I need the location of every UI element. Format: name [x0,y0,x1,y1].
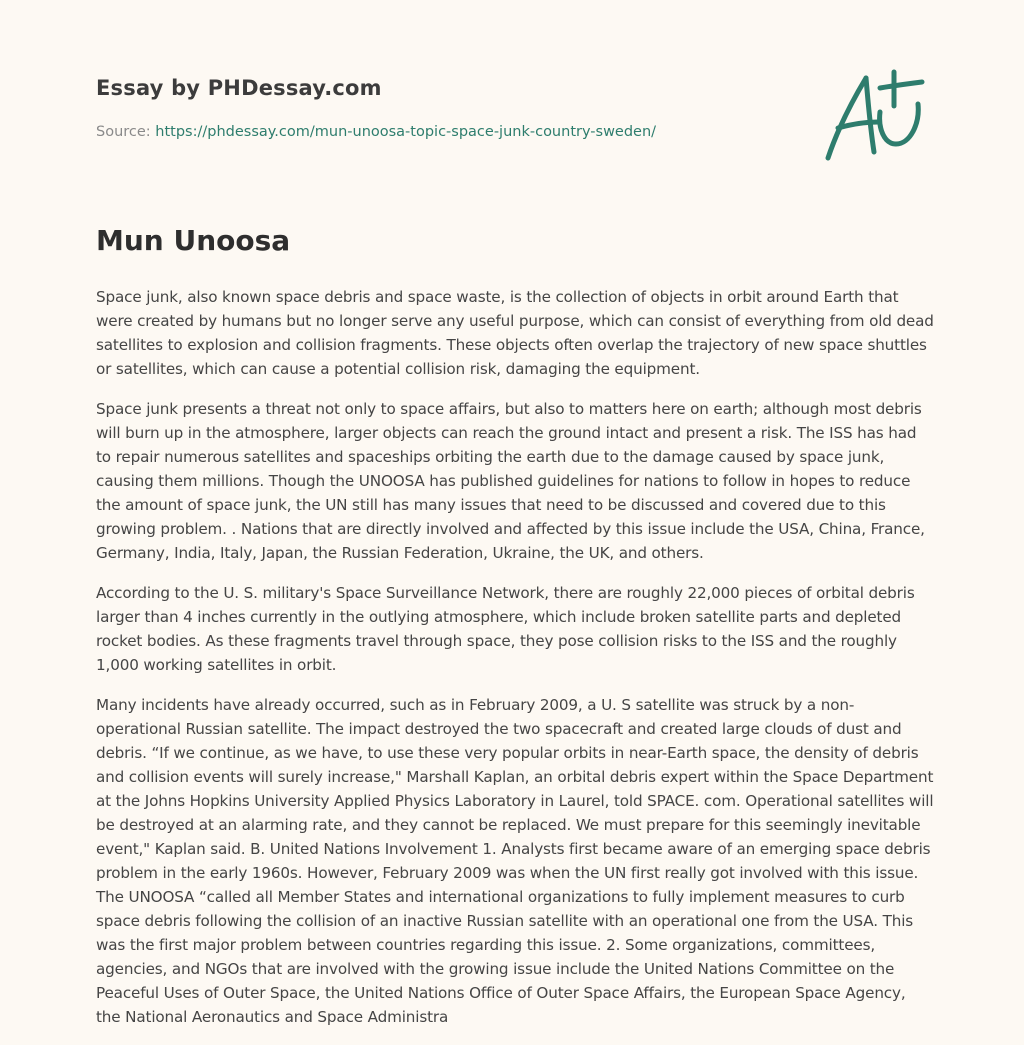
essay-paragraph: Space junk presents a threat not only to space affairs, but also to matters here on earth; although most debris will burn up in the atmosphere, larger objects can reach the ground intact and present a risk. The ISS has had to repair numerous satellites and spaceships orbiting the earth due to the damage caused by space junk, causing them millions. Though the UNOOSA has published guidelines for nations to follow in hopes to reduce the amount of space junk, the UN still has many issues that need to be discussed and covered due to this growing problem. . Nations that are directly involved and affected by this issue include the USA, China, France, Germany, India, Italy, Japan, the Russian Federation, Ukraine, the UK, and others. [96,400,925,562]
source-link[interactable]: https://phdessay.com/mun-unoosa-topic-space-junk-country-sweden/ [155,124,657,140]
essay-paragraph: Space junk, also known space debris and space waste, is the collection of objects in orbit around Earth that were created by humans but no longer serve any useful purpose, which can consist of everything from old dead satellites to explosion and collision fragments. These objects often overlap the trajectory of new space shuttles or satellites, which can cause a potential collision risk, damaging the equipment. [96,288,934,378]
essay-title: Mun Unoosa [96,224,291,257]
a-plus-logo-icon [822,68,928,164]
essay-paragraph: Many incidents have already occurred, such as in February 2009, a U. S satellite was struck by a non-operational Russian satellite. The impact destroyed the two spacecraft and created large clouds of dust and debris. “If we continue, as we have, to use these very popular orbits in near-Earth space, the density of debris and collision events will surely increase," Marshall Kaplan, an orbital debris expert within the Space Department at the Johns Hopkins University Applied Physics Laboratory in Laurel, told SPACE. com. Operational satellites will be destroyed at an alarming rate, and they cannot be replaced. We must prepare for this seemingly inevitable event," Kaplan said. B. United Nations Involvement 1. Analysts first became aware of an emerging space debris problem in the early 1960s. However, February 2009 was when the UN first really got involved with this issue. The UNOOSA “called all Member States and international organizations to fully implement measures to curb space debris following the collision of an inactive Russian satellite with an operational one from the USA. This was the first major problem between countries regarding this issue. 2. Some organizations, committees, agencies, and NGOs that are involved with the growing issue include the United Nations Committee on the Peaceful Uses of Outer Space, the United Nations Office of Outer Space Affairs, the European Space Agency, the National Aeronautics and Space Administra [96,696,934,1026]
source-label: Source: [96,124,151,140]
essay-header [96,76,936,140]
essay-body [96,285,934,1045]
essay-paragraph: According to the U. S. military's Space Surveillance Network, there are roughly 22,000 pieces of orbital debris larger than 4 inches currently in the outlying atmosphere, which include broken satellite parts and depleted rocket bodies. As these fragments travel through space, they pose collision risks to the ISS and the roughly 1,000 working satellites in orbit. [96,584,915,674]
site-brand: Essay by PHDessay.com [96,76,382,100]
source-line [96,124,936,140]
